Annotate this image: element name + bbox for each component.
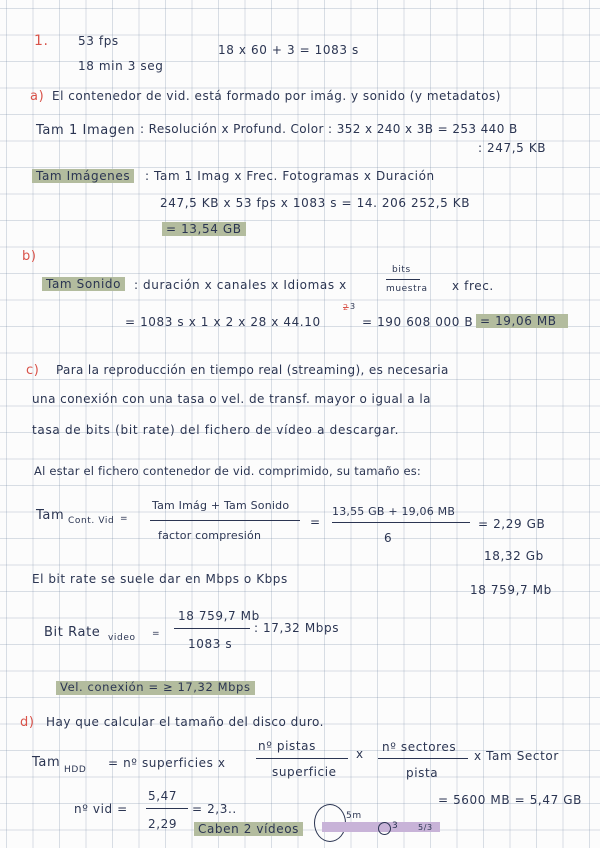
bitrate-fraction-line xyxy=(174,628,250,629)
section-a-intro: El contenedor de vid. está formado por imág. y sonido (y metadatos) xyxy=(52,89,501,103)
pistas-numerator: nº pistas xyxy=(258,739,316,753)
tam-imagenes-formula: : Tam 1 Imag x Frec. Fotogramas x Duración xyxy=(145,169,435,183)
tam-sonido-calc: = 1083 s x 1 x 2 x 28 x 44.10 xyxy=(125,315,321,329)
section-d-intro: Hay que calcular el tamaño del disco duro. xyxy=(46,715,324,729)
bitrate-label: Bit Rate xyxy=(44,625,101,640)
fps-value: 53 fps xyxy=(78,34,119,48)
bits-denominator: muestra xyxy=(386,284,428,294)
nvid-numerator: 5,47 xyxy=(148,789,178,803)
section-c-line-1: Para la reproducción en tiempo real (streaming), es necesaria xyxy=(56,363,449,377)
tam-1-imagen-label: Tam 1 Imagen xyxy=(36,123,136,138)
cont-vid-denominator: factor compresión xyxy=(158,529,262,542)
section-d-label: d) xyxy=(20,715,35,730)
cont-vid-result-gb: = 2,29 GB xyxy=(478,517,546,531)
nvid-result: = 2,3.. xyxy=(192,802,237,816)
duration-value: 18 min 3 seg xyxy=(78,59,164,73)
tam-sonido-formula-end: x frec. xyxy=(452,279,494,293)
tam-sonido-label: Tam Sonido xyxy=(42,277,125,291)
note-3: 3 xyxy=(392,821,399,831)
bits-fraction-line xyxy=(386,279,420,280)
tam-hdd-sub: HDD xyxy=(64,765,87,775)
cont-vid-result-gigabits: 18,32 Gb xyxy=(484,549,544,563)
hdd-formula-left: = nº superficies x xyxy=(108,756,226,770)
tam-hdd-label: Tam xyxy=(32,755,61,770)
cont-vid-values-fraction-line xyxy=(332,522,470,523)
note-5-3: 5/3 xyxy=(418,823,433,832)
caben-videos: Caben 2 vídeos xyxy=(194,822,303,836)
bitrate-numerator: 18 759,7 Mb xyxy=(178,609,260,623)
cont-vid-result-megabits: 18 759,7 Mb xyxy=(470,583,552,597)
exponent: 3 xyxy=(350,302,356,311)
tam-imagenes-calc: 247,5 KB x 53 fps x 1083 s = 14. 206 252,5 KB xyxy=(160,196,471,210)
problem-number: 1. xyxy=(34,33,49,49)
bitrate-sub: video xyxy=(108,633,136,643)
tam-1-imagen-result: : 247,5 KB xyxy=(478,141,547,155)
nvid-fraction-line xyxy=(146,808,188,809)
section-c-line-3: tasa de bits (bit rate) del fichero de vídeo a descargar. xyxy=(32,423,400,437)
bits-numerator: bits xyxy=(392,265,411,275)
sectores-numerator: nº sectores xyxy=(382,740,457,754)
duration-calc: 18 x 60 + 3 = 1083 s xyxy=(218,43,359,57)
tam-cont-vid-sub: Cont. Vid xyxy=(68,516,115,526)
section-a-label: a) xyxy=(30,89,45,104)
sectores-denominator: pista xyxy=(406,766,439,780)
hdd-result: = 5600 MB = 5,47 GB xyxy=(438,793,582,807)
small-circle xyxy=(378,822,391,835)
hdd-formula-right: x Tam Sector xyxy=(474,749,559,763)
exponent-crossed: 2 xyxy=(343,303,349,312)
note-5m: 5m xyxy=(346,811,362,821)
nvid-denominator: 2,29 xyxy=(148,817,178,831)
times-sign: x xyxy=(356,747,364,761)
nvid-label: nº vid = xyxy=(74,802,128,816)
bitrate-denominator: 1083 s xyxy=(188,637,233,651)
section-b-label: b) xyxy=(22,249,37,264)
cont-vid-values-denominator: 6 xyxy=(384,531,393,545)
tam-imagenes-label: Tam Imágenes xyxy=(32,169,134,183)
vel-conexion: Vel. conexión = ≥ 17,32 Mbps xyxy=(56,681,255,695)
equals-1: = xyxy=(120,514,129,524)
tam-1-imagen-formula: : Resolución x Profund. Color : 352 x 240 x 3B = 253 440 B xyxy=(140,122,518,136)
tam-sonido-formula: : duración x canales x Idiomas x xyxy=(134,278,347,292)
sectores-fraction-line xyxy=(378,758,468,759)
tam-cont-vid-label: Tam xyxy=(36,508,65,523)
tam-sonido-result: = 19,06 MB xyxy=(476,314,568,328)
cont-vid-values-numerator: 13,55 GB + 19,06 MB xyxy=(332,505,456,518)
section-c-label: c) xyxy=(26,363,40,378)
cont-vid-numerator: Tam Imág + Tam Sonido xyxy=(152,499,290,512)
section-c-line-4: Al estar el fichero contenedor de vid. comprimido, su tamaño es: xyxy=(34,464,421,478)
tam-sonido-bytes: = 190 608 000 B xyxy=(362,315,474,329)
cont-vid-fraction-line xyxy=(150,520,300,521)
pistas-denominator: superficie xyxy=(272,765,337,779)
equals-2: = xyxy=(310,515,321,529)
tam-imagenes-result: = 13,54 GB xyxy=(162,222,246,236)
section-c-line-2: una conexión con una tasa o vel. de transf. mayor o igual a la xyxy=(32,392,431,406)
pistas-fraction-line xyxy=(256,758,348,759)
equals-3: = xyxy=(152,629,161,639)
bitrate-text: El bit rate se suele dar en Mbps o Kbps xyxy=(32,572,288,586)
bitrate-result: : 17,32 Mbps xyxy=(254,621,340,635)
